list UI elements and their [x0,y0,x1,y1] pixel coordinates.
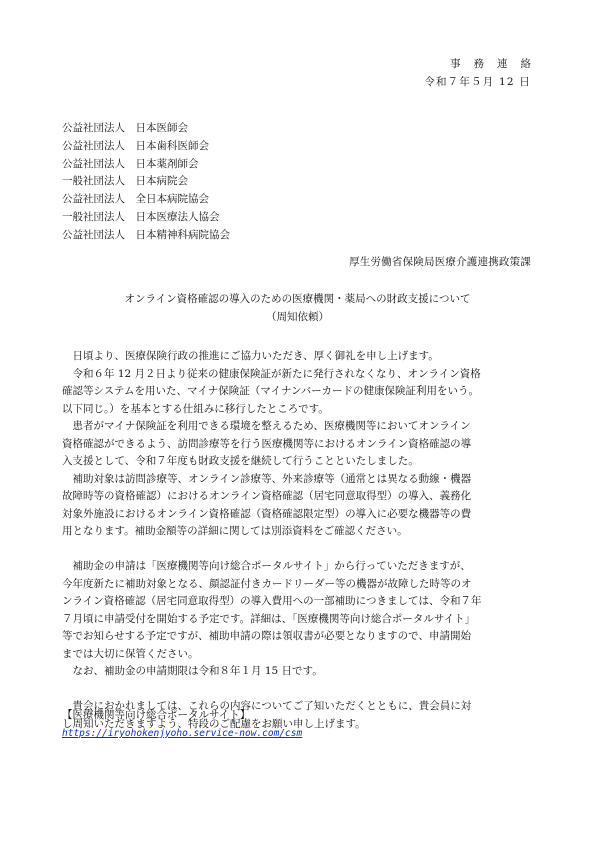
notice-type: 事務連絡 [450,58,544,70]
portal-heading: 【医療機関等向け総合ポータルサイト】 [62,709,251,721]
paragraph-scope [62,471,534,541]
body-line: 対象外施設におけるオンライン資格確認（資格確認限定型）の導入に必要な機器等の費 [62,507,472,520]
paragraph-background [62,366,534,419]
recipient: 公益社団法人 日本歯科医師会 [62,139,209,152]
body-line: 等でお知らせする予定ですが、補助申請の際は領収書が必要となりますので、申請開始 [62,630,471,642]
body-line: 日頃より、医療保険行政の推進にご協力いただき、厚く御礼を申し上げます。 [62,350,439,362]
portal-section [62,707,302,743]
body-line: 令和６年 12 月２日より従来の健康保険証が新たに発行されなくなり、オンライン資格 [62,367,481,380]
recipient: 公益社団法人 全日本病院協会 [62,193,209,206]
body-line: ７月頃に申請受付を開始する予定です。詳細は、「医療機関等向け総合ポータルサイト」 [62,612,476,625]
sender: 厚生労働省保険局医療介護連携政策課 [349,256,531,268]
body-text [62,348,534,733]
body-line: 補助対象は訪問診療等、オンライン診療等、外来診療等（通常とは異なる動線・機器 [62,472,472,485]
portal-link[interactable]: https://iryohokenjyoho.service-now.com/csm [62,727,303,739]
body-line: 確認等システムを用いた、マイナ保険証（マイナンバーカードの健康保険証利用をいう。 [62,385,480,397]
recipient: 一般社団法人 日本病院会 [62,175,188,188]
body-line: 以下同じ。）を基本とする仕組みに移行したところです。 [62,402,329,415]
body-line: までは大切に保管ください。 [62,647,199,660]
body-line: 資格確認ができるよう、訪問診療等を行う医療機関等におけるオンライン資格確認の導 [62,437,472,450]
recipient: 公益社団法人 日本精神科病院協会 [62,228,230,241]
body-line: 補助金の申請は「医療機関等向け総合ポータルサイト」から行っていただきますが、 [62,560,471,572]
recipient: 一般社団法人 日本医療法人協会 [62,210,220,223]
body-line: 貴会におかれましては、これらの内容についてご了知いただくとともに、貴会員に対 [62,700,472,712]
notice-date: 令和７年５月 12 日 [424,76,531,88]
recipient-list [62,120,230,245]
body-line: ンライン資格確認（居宅同意取得型）の導入費用への一部補助につきましては、令和７年 [62,595,482,607]
body-line: 用となります。補助金額等の詳細に関しては別添資料をご確認ください。 [62,525,408,537]
body-line: 故障時等の資格確認）におけるオンライン資格確認（居宅同意取得型）の導入、義務化 [62,490,472,502]
body-line: 患者がマイナ保険証を利用できる環境を整えるため、医療機関等においてオンライン [62,420,471,432]
body-line: 今年度新たに補助対象となる、顔認証付きカードリーダー等の機器が故障した時等のオ [62,577,472,590]
document-title [0,291,595,326]
body-line: 入支援として、令和７年度も財政支援を継続して行うことといたしました。 [62,455,419,467]
paragraph-application [62,558,534,663]
paragraph-deadline [62,663,534,681]
paragraph-support [62,418,534,471]
recipient: 公益社団法人 日本医師会 [62,122,188,134]
body-line: なお、補助金の申請期限は令和８年１月 15 日です。 [62,665,323,677]
paragraph-gap [62,541,534,559]
recipient: 公益社団法人 日本薬剤師会 [62,157,199,170]
title-main: オンライン資格確認の導入のための医療機関・薬局への財政支援について [124,293,471,305]
paragraph-gap [62,681,534,699]
title-sub: （周知依頼） [266,310,329,323]
paragraph-greeting [62,348,534,366]
body-line: し周知いただきますよう、特段のご配慮をお願い申し上げます。 [62,717,366,730]
